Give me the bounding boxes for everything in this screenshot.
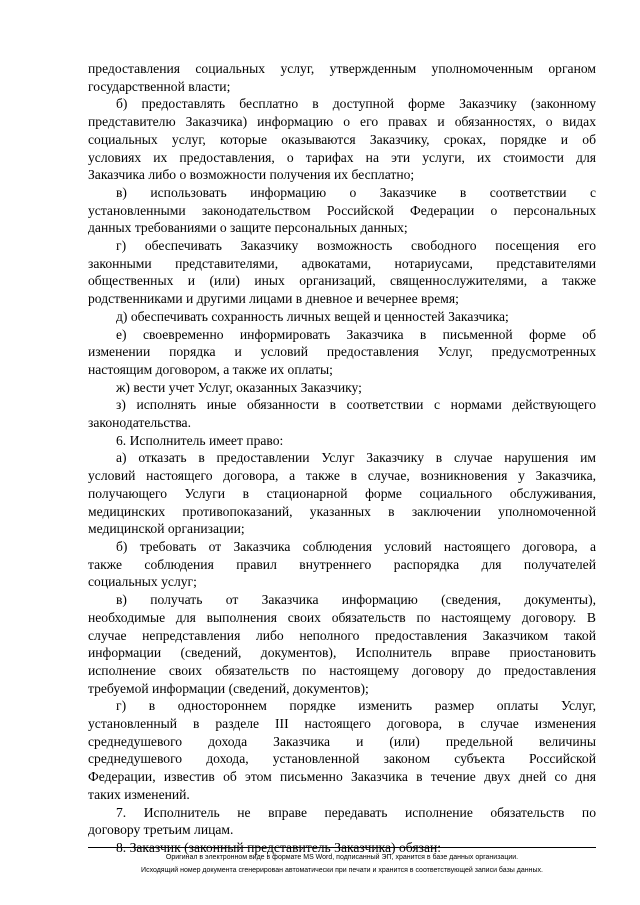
paragraph	[88, 326, 596, 379]
footer-line-2: Исходящий номер документа сгенерирован автоматически при печати и хранится в соответствующей записи базы данных.	[141, 867, 543, 874]
text-line: данных требованиями о защите персональных данных;	[88, 220, 408, 236]
text-line: законодательства.	[88, 415, 191, 431]
text-line: 6. Исполнитель имеет право:	[116, 432, 284, 448]
text-line: установленными законодательством Российской Федерации о персональных	[88, 202, 596, 218]
paragraph	[88, 804, 596, 839]
text-line: а) отказать в предоставлении Услуг Заказчику в случае нарушения им	[116, 450, 596, 466]
footer-line-1: Оригинал в электронном виде в формате MS Word, подписанный ЭП, хранится в базе данных организации.	[165, 854, 519, 861]
text-line: медицинских противопоказаний, указанных в заключении уполномоченной	[88, 503, 596, 519]
text-line: д) обеспечивать сохранность личных вещей и ценностей Заказчика;	[116, 308, 509, 324]
text-line: изменении порядка и условий предоставления Услуг, предусмотренных	[88, 344, 596, 360]
text-line: 7. Исполнитель не вправе передавать исполнение обязательств по	[116, 804, 596, 820]
text-line: таких изменений.	[88, 786, 190, 802]
text-line: необходимые для выполнения своих обязательств по настоящему договору. В	[88, 609, 596, 625]
paragraph	[88, 184, 596, 237]
text-line: социальных услуг;	[88, 574, 197, 590]
paragraph	[88, 432, 596, 450]
text-line: з) исполнять иные обязанности в соответствии с нормами действующего	[116, 397, 596, 413]
paragraph	[88, 60, 596, 95]
text-line: социальных услуг, которые оказываются Заказчику, сроках, порядке и об	[88, 131, 596, 147]
text-line: договору третьим лицам.	[88, 822, 234, 838]
text-line: условий настоящего договора, а также в случае, возникновения у Заказчика,	[88, 468, 596, 484]
text-line: б) предоставлять бесплатно в доступной форме Заказчику (законному	[116, 96, 596, 112]
footer-divider	[88, 847, 596, 848]
text-line: 8. Заказчик (законный представитель Заказчика) обязан:	[116, 839, 442, 855]
text-line: ж) вести учет Услуг, оказанных Заказчику;	[116, 379, 362, 395]
text-line: в) получать от Заказчика информацию (сведения, документы),	[116, 592, 596, 608]
text-line: государственной власти;	[88, 78, 231, 94]
paragraph	[88, 379, 596, 397]
text-line: медицинской организации;	[88, 521, 245, 537]
text-line: г) обеспечивать Заказчику возможность свободного посещения его	[116, 238, 596, 254]
text-line: информации (сведений, документов), Исполнитель вправе приостановить	[88, 645, 596, 661]
paragraph	[88, 449, 596, 538]
text-line: условиях их предоставления, о тарифах на эти услуги, их стоимости для	[88, 149, 596, 165]
text-line: представителю Заказчика) информацию о его правах и обязанностях, о видах	[88, 114, 596, 130]
text-line: в) использовать информацию о Заказчике в соответствии с	[116, 184, 596, 200]
text-line: требуемой информации (сведений, документов);	[88, 680, 369, 696]
text-line: исполнение своих обязательств по настоящему договору до предоставления	[88, 662, 596, 678]
text-line: общественных и (или) иных организаций, священнослужителями, а также	[88, 273, 596, 289]
paragraph	[88, 237, 596, 308]
text-line: получающего Услуги в стационарной форме социального обслуживания,	[88, 485, 596, 501]
text-line: также соблюдения правил внутреннего распорядка для получателей	[88, 556, 596, 572]
text-line: среднедушевого дохода Заказчика и (или) предельной величины	[88, 733, 596, 749]
paragraph	[88, 697, 596, 803]
text-line: Заказчика либо о возможности получения их бесплатно;	[88, 167, 415, 183]
paragraph	[88, 538, 596, 591]
text-line: б) требовать от Заказчика соблюдения условий настоящего договора, а	[116, 538, 596, 554]
paragraph	[88, 396, 596, 431]
paragraph	[88, 591, 596, 697]
text-line: законными представителями, адвокатами, нотариусами, представителями	[88, 255, 596, 271]
text-line: предоставления социальных услуг, утвержденным уполномоченным органом	[88, 61, 596, 76]
paragraph	[88, 308, 596, 326]
text-line: г) в одностороннем порядке изменить размер оплаты Услуг,	[116, 698, 596, 714]
text-line: случае непредставления либо неполного предоставления Заказчиком такой	[88, 627, 596, 643]
document-body	[88, 60, 596, 857]
document-footer	[88, 851, 596, 877]
text-line: родственниками и другими лицами в дневное и вечернее время;	[88, 291, 459, 307]
text-line: настоящим договором, а также их оплаты;	[88, 361, 333, 377]
paragraph	[88, 95, 596, 184]
text-line: е) своевременно информировать Заказчика в письменной форме об	[116, 326, 596, 342]
text-line: Федерации, известив об этом письменно Заказчика в течение двух дней со дня	[88, 769, 596, 785]
text-line: установленный в разделе III настоящего договора, в случае изменения	[88, 716, 596, 732]
text-line: среднедушевого дохода, установленной законом субъекта Российской	[88, 751, 596, 767]
